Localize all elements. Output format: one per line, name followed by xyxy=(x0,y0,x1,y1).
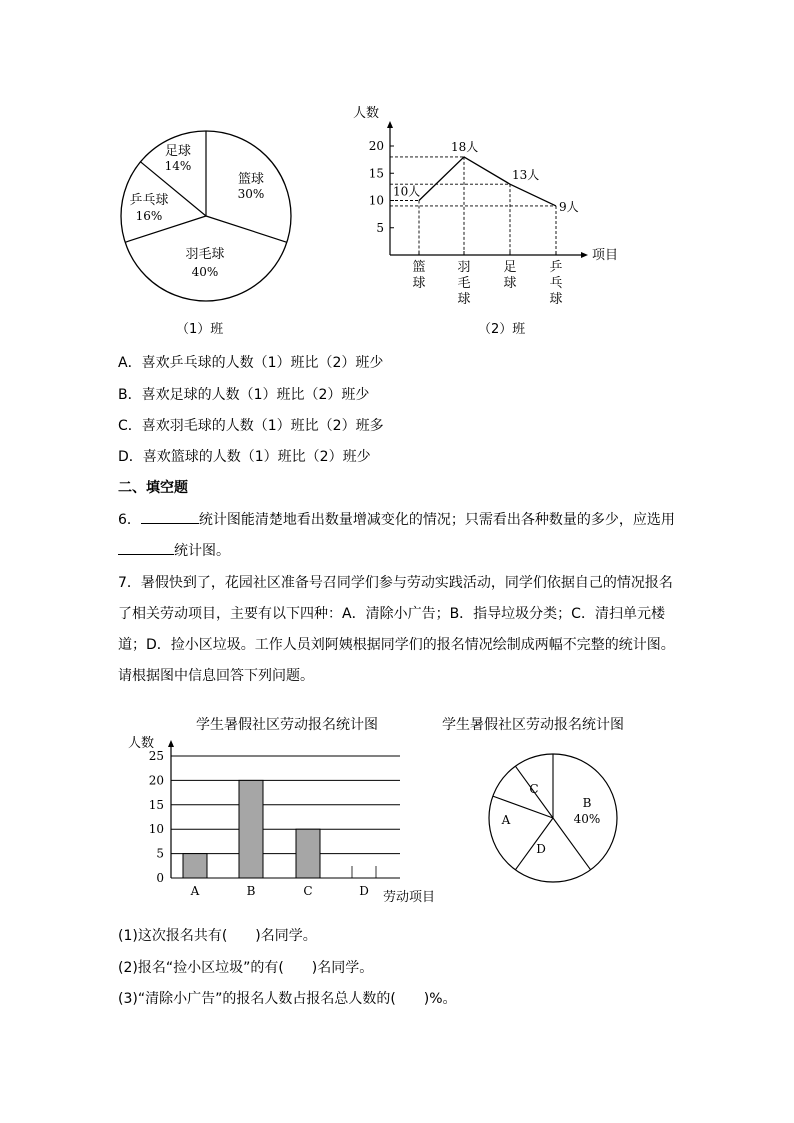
line2-xtick-4-char-1: 乒 xyxy=(549,260,563,275)
labor-bar-chart xyxy=(118,708,448,908)
option-d: D．喜欢篮球的人数（1）班比（2）班少 xyxy=(118,449,371,465)
question-6-line2 xyxy=(118,540,230,560)
pie1-pct-2: 40% xyxy=(191,265,219,279)
pie2-label-c: C xyxy=(529,782,539,796)
line2-xtick-4-char-2: 乓 xyxy=(549,276,563,291)
line2-xlabel: 项目 xyxy=(592,248,619,263)
line2-xtick-1-char-1: 篮 xyxy=(412,260,426,275)
q6-blank-1 xyxy=(141,523,199,524)
pie1-label-1: 篮球 xyxy=(237,172,265,187)
bar-ytick-10: 10 xyxy=(148,822,164,837)
bar-C xyxy=(296,829,320,878)
line2-y-arrow xyxy=(387,121,393,128)
line2-data-label-3: 13人 xyxy=(512,168,540,183)
sub-question-3: (3)“清除小广告”的报名人数占报名总人数的( )%。 xyxy=(118,991,457,1007)
line2-ytick-20: 20 xyxy=(368,139,384,153)
class2-caption: （2）班 xyxy=(478,322,526,337)
line2-ytick-5: 5 xyxy=(376,220,384,235)
pie2-label-b-pct: 40% xyxy=(573,812,601,826)
section-title: 二、填空题 xyxy=(118,480,188,496)
bar-B xyxy=(239,780,263,878)
pie1-label-2: 羽毛球 xyxy=(185,247,225,262)
pie1-label-3: 乒乓球 xyxy=(129,193,169,208)
sub-question-2: (2)报名“捡小区垃圾”的有( )名同学。 xyxy=(118,960,374,976)
line2-data-label-4: 9人 xyxy=(559,199,579,214)
pie1-pct-1: 30% xyxy=(237,187,265,201)
question-7-line1: 7．暑假快到了，花园社区准备号召同学们参与劳动实践活动，同学们依据自己的情况报名 xyxy=(118,575,673,591)
line2-ylabel: 人数 xyxy=(353,106,380,121)
q6-blank-2 xyxy=(118,554,174,555)
q6-number: 6． xyxy=(118,512,141,528)
option-b: B．喜欢足球的人数（1）班比（2）班少 xyxy=(118,387,370,403)
bar-xtick-A: A xyxy=(190,884,200,898)
pie1-label-4: 足球 xyxy=(164,144,192,159)
bar-ytick-15: 15 xyxy=(148,797,164,812)
bar-ylabel: 人数 xyxy=(128,736,155,751)
line2-ytick-10: 10 xyxy=(368,193,384,208)
option-c: C．喜欢羽毛球的人数（1）班比（2）班多 xyxy=(118,418,384,434)
bar-ytick-0: 0 xyxy=(156,871,164,885)
q6-end: 统计图。 xyxy=(174,543,230,559)
line2-data-label-1: 10人 xyxy=(393,184,421,199)
bar-xtick-B: B xyxy=(246,884,256,898)
bar-A xyxy=(183,854,207,878)
line2-xtick-2-char-1: 羽 xyxy=(457,260,471,275)
option-a: A．喜欢乒乓球的人数（1）班比（2）班少 xyxy=(118,355,384,371)
pie2-label-b: B xyxy=(582,796,592,810)
pie1-pct-3: 16% xyxy=(135,209,163,223)
pie2-title: 学生暑假社区劳动报名统计图 xyxy=(442,717,624,733)
bar-xtick-C: C xyxy=(303,884,313,898)
line2-xtick-3-char-2: 球 xyxy=(503,276,517,291)
bar-title: 学生暑假社区劳动报名统计图 xyxy=(196,717,378,733)
question-7-line3: 道；D．捡小区垃圾。工作人员刘阿姨根据同学们的报名情况绘制成两幅不完整的统计图。 xyxy=(118,637,675,653)
question-7-line4: 请根据图中信息回答下列问题。 xyxy=(118,668,314,684)
class1-caption: （1）班 xyxy=(176,322,224,337)
line2-xtick-2-char-2: 毛 xyxy=(457,276,471,291)
pie1-pct-4: 14% xyxy=(164,159,192,173)
bar-y-arrow xyxy=(168,740,174,747)
line2-xtick-1-char-2: 球 xyxy=(412,276,426,291)
line2-x-arrow xyxy=(581,252,588,258)
line2-data-label-2: 18人 xyxy=(451,139,479,154)
pie2-label-a: A xyxy=(501,813,511,827)
bar-ytick-20: 20 xyxy=(148,773,164,788)
class2-line-chart xyxy=(345,95,635,310)
bar-ytick-5: 5 xyxy=(156,846,164,861)
line2-xtick-4-char-3: 球 xyxy=(549,292,563,307)
labor-pie-chart xyxy=(430,708,670,888)
class1-pie-chart xyxy=(115,128,300,308)
bar-xtick-D: D xyxy=(359,884,369,898)
q6-text: 统计图能清楚地看出数量增减变化的情况；只需看出各种数量的多少，应选用 xyxy=(198,512,675,528)
bar-ytick-25: 25 xyxy=(148,749,164,763)
question-6-line1 xyxy=(118,509,675,529)
sub-question-1: (1)这次报名共有( )名同学。 xyxy=(118,928,317,944)
question-7-line2: 了相关劳动项目，主要有以下四种：A．清除小广告；B．指导垃圾分类；C．清扫单元楼 xyxy=(118,606,665,622)
line2-xtick-2-char-3: 球 xyxy=(457,292,471,307)
line2-xtick-3-char-1: 足 xyxy=(503,260,517,275)
line2-ytick-15: 15 xyxy=(368,166,384,181)
pie2-label-d: D xyxy=(536,842,546,856)
bar-xlabel: 劳动项目 xyxy=(383,890,436,905)
